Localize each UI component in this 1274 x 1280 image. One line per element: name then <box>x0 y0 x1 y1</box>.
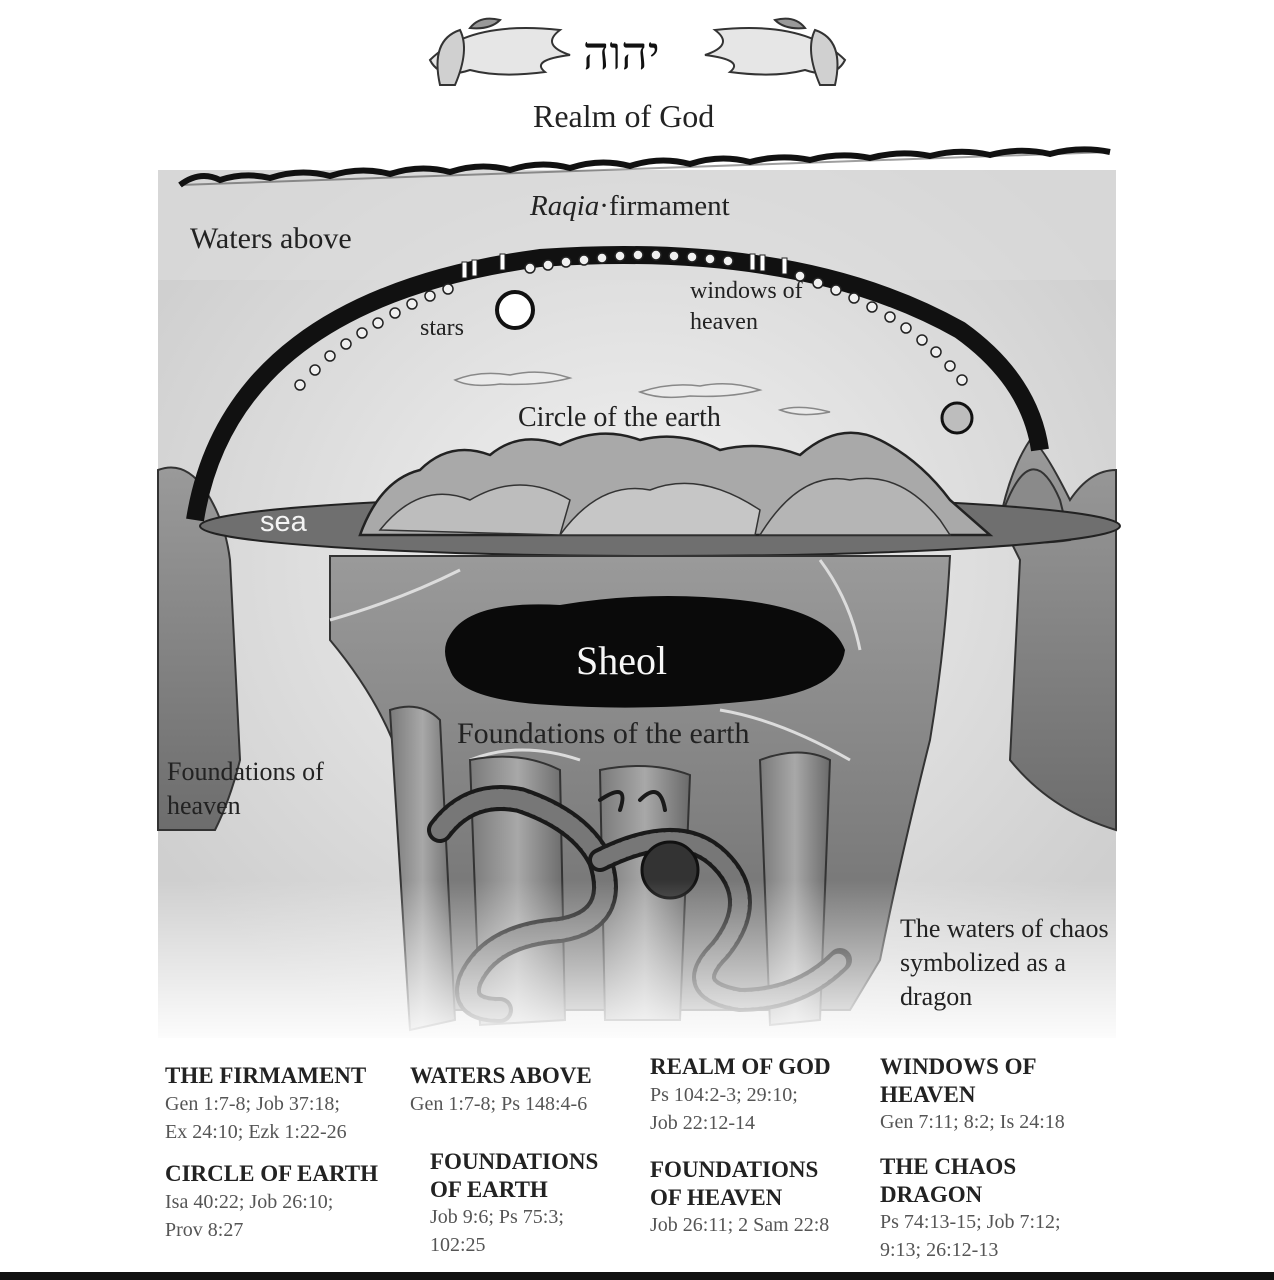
legend-heading: FOUNDATIONS OF HEAVEN <box>650 1157 819 1210</box>
legend-foundations-of-heaven <box>650 1156 829 1239</box>
raqia-italic: Raqia <box>530 190 600 222</box>
foundations-of-earth-label: Foundations of the earth <box>457 717 750 750</box>
legend-foundations-of-earth <box>430 1148 598 1259</box>
sun-circle <box>497 292 533 328</box>
winged-emblem-left <box>430 19 570 85</box>
chaos-dragon-label: The waters of chaos symbolized as a dragon <box>900 914 1109 1011</box>
legend-refs: Gen 1:7-8; Job 37:18; Ex 24:10; Ezk 1:22-26 <box>165 1092 347 1143</box>
waters-above-label: Waters above <box>190 222 352 255</box>
sheol-label: Sheol <box>576 638 668 683</box>
legend-refs: Ps 74:13-15; Job 7:12; 9:13; 26:12-13 <box>880 1211 1061 1262</box>
sea-label: sea <box>260 506 307 538</box>
legend-heading: THE FIRMAMENT <box>165 1063 367 1088</box>
winged-emblem-right <box>705 19 845 85</box>
windows-of-heaven-label: windows of heaven <box>690 278 803 336</box>
moon-circle <box>942 403 972 433</box>
foundations-of-heaven-label: Foundations of heaven <box>167 757 324 820</box>
stars-label: stars <box>420 315 464 341</box>
firmament-word: ·firmament <box>599 190 730 222</box>
realm-of-god-label: Realm of God <box>533 98 715 134</box>
legend-realm-of-god <box>650 1053 831 1137</box>
bottom-border <box>0 1272 1274 1280</box>
legend-waters-above <box>410 1062 592 1118</box>
legend-refs: Job 9:6; Ps 75:3; 102:25 <box>430 1206 564 1257</box>
raqia-firmament-label <box>530 190 730 223</box>
legend-firmament <box>165 1062 366 1146</box>
legend-refs: Job 26:11; 2 Sam 22:8 <box>650 1214 830 1237</box>
legend-refs: Isa 40:22; Job 26:10; Prov 8:27 <box>165 1190 334 1241</box>
legend-heading: WINDOWS OF HEAVEN <box>880 1054 1037 1107</box>
legend-heading: REALM OF GOD <box>650 1054 831 1079</box>
legend-heading: FOUNDATIONS OF EARTH <box>430 1149 599 1202</box>
legend-refs: Ps 104:2-3; 29:10; Job 22:12-14 <box>650 1083 798 1134</box>
legend-heading: CIRCLE OF EARTH <box>165 1161 379 1186</box>
legend-heading: THE CHAOS DRAGON <box>880 1154 1017 1207</box>
legend-circle-of-earth <box>165 1160 378 1244</box>
legend-heading: WATERS ABOVE <box>410 1063 592 1088</box>
legend-chaos-dragon <box>880 1153 1061 1264</box>
divine-name-hebrew: יהוה <box>583 26 660 80</box>
legend-windows-of-heaven <box>880 1053 1065 1136</box>
circle-of-earth-label: Circle of the earth <box>518 402 721 433</box>
legend-refs: Gen 1:7-8; Ps 148:4-6 <box>410 1092 588 1115</box>
legend-refs: Gen 7:11; 8:2; Is 24:18 <box>880 1111 1065 1134</box>
